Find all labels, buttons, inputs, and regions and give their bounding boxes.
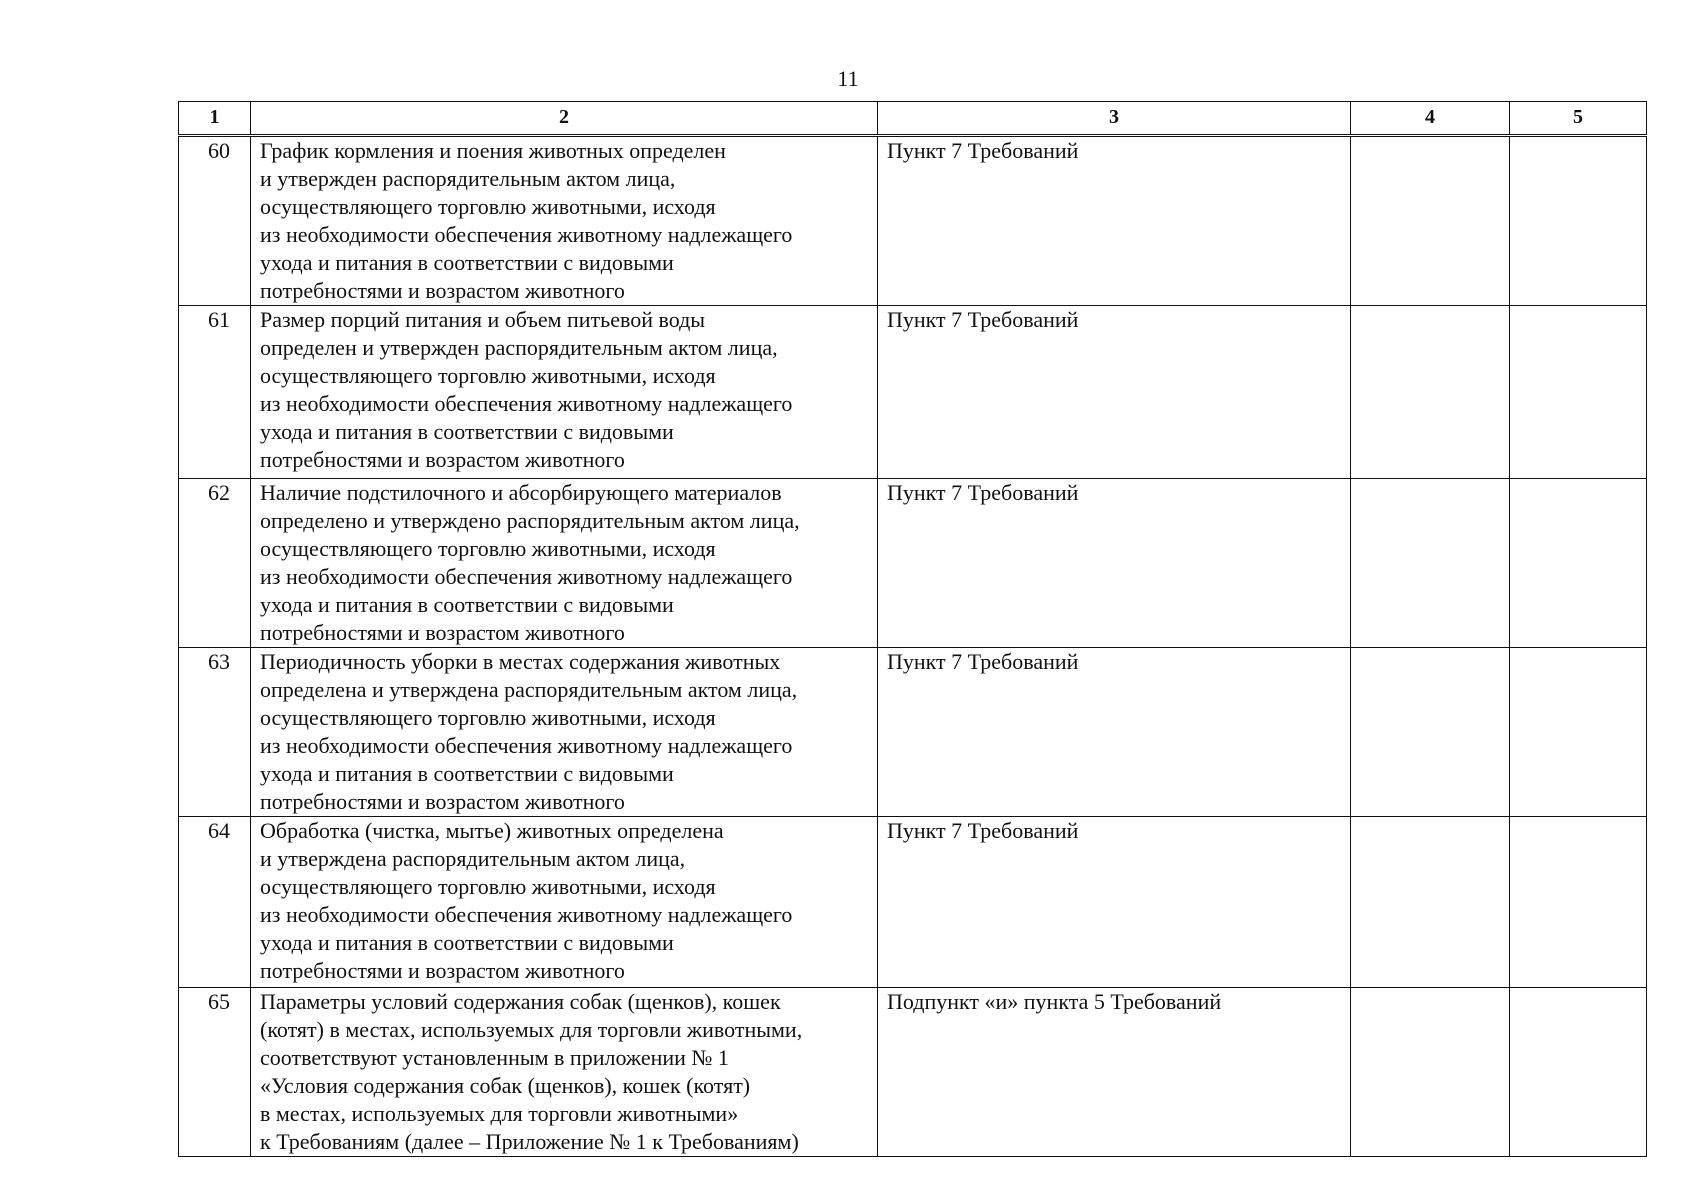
column-4-cell	[1351, 988, 1510, 1157]
column-4-cell	[1351, 306, 1510, 479]
requirement-description	[251, 136, 878, 306]
requirement-description	[251, 648, 878, 817]
description-line: «Условия содержания собак (щенков), кошек (котят)	[260, 1073, 751, 1098]
table-row	[179, 648, 1647, 817]
table-row	[179, 988, 1647, 1157]
column-5-cell	[1510, 136, 1647, 306]
row-number: 65	[179, 988, 251, 1157]
column-header-3: 3	[878, 102, 1351, 136]
description-line: и утвержден распорядительным актом лица,	[260, 166, 676, 191]
description-line: Параметры условий содержания собак (щенков), кошек	[260, 989, 781, 1014]
description-line: соответствуют установленным в приложении № 1	[260, 1045, 729, 1070]
description-line: определено и утверждено распорядительным актом лица,	[260, 508, 800, 533]
description-line: и утверждена распорядительным актом лица,	[260, 846, 686, 871]
description-line: (котят) в местах, используемых для торговли животными,	[260, 1017, 803, 1042]
table-row	[179, 817, 1647, 988]
description-line: ухода и питания в соответствии с видовыми	[260, 930, 674, 955]
requirement-reference: Подпункт «и» пункта 5 Требований	[878, 988, 1351, 1157]
requirement-reference: Пункт 7 Требований	[878, 648, 1351, 817]
column-5-cell	[1510, 648, 1647, 817]
description-line: осуществляющего торговлю животными, исходя	[260, 874, 716, 899]
description-line: из необходимости обеспечения животному надлежащего	[260, 222, 793, 247]
requirement-description	[251, 817, 878, 988]
description-line: ухода и питания в соответствии с видовыми	[260, 761, 674, 786]
column-5-cell	[1510, 306, 1647, 479]
description-line: потребностями и возрастом животного	[260, 620, 625, 645]
requirement-description	[251, 479, 878, 648]
description-line: График кормления и поения животных определен	[260, 138, 726, 163]
description-line: из необходимости обеспечения животному надлежащего	[260, 902, 793, 927]
description-line: ухода и питания в соответствии с видовыми	[260, 419, 674, 444]
description-line: из необходимости обеспечения животному надлежащего	[260, 391, 793, 416]
description-line: определен и утвержден распорядительным актом лица,	[260, 335, 778, 360]
column-header-4: 4	[1351, 102, 1510, 136]
description-line: Размер порций питания и объем питьевой воды	[260, 307, 706, 332]
requirement-reference: Пункт 7 Требований	[878, 136, 1351, 306]
table-row	[179, 306, 1647, 479]
row-number: 63	[179, 648, 251, 817]
description-line: определена и утверждена распорядительным актом лица,	[260, 677, 798, 702]
column-header-2: 2	[251, 102, 878, 136]
row-number: 62	[179, 479, 251, 648]
column-5-cell	[1510, 817, 1647, 988]
description-line: потребностями и возрастом животного	[260, 958, 625, 983]
table-row	[179, 136, 1647, 306]
description-line: Периодичность уборки в местах содержания животных	[260, 649, 781, 674]
table-row	[179, 479, 1647, 648]
description-line: осуществляющего торговлю животными, исходя	[260, 536, 716, 561]
description-line: осуществляющего торговлю животными, исходя	[260, 705, 716, 730]
page-number: 11	[837, 66, 859, 91]
row-number: 64	[179, 817, 251, 988]
description-line: ухода и питания в соответствии с видовыми	[260, 592, 674, 617]
description-line: осуществляющего торговлю животными, исходя	[260, 363, 716, 388]
column-4-cell	[1351, 648, 1510, 817]
row-number: 60	[179, 136, 251, 306]
row-number: 61	[179, 306, 251, 479]
column-4-cell	[1351, 479, 1510, 648]
description-line: потребностями и возрастом животного	[260, 447, 625, 472]
description-line: потребностями и возрастом животного	[260, 278, 625, 303]
column-5-cell	[1510, 988, 1647, 1157]
requirement-reference: Пункт 7 Требований	[878, 479, 1351, 648]
table-header-row	[179, 102, 1647, 136]
requirements-table	[178, 101, 1647, 1157]
description-line: Обработка (чистка, мытье) животных определена	[260, 818, 724, 843]
column-4-cell	[1351, 817, 1510, 988]
column-header-5: 5	[1510, 102, 1647, 136]
description-line: Наличие подстилочного и абсорбирующего материалов	[260, 480, 782, 505]
column-4-cell	[1351, 136, 1510, 306]
description-line: потребностями и возрастом животного	[260, 789, 625, 814]
requirement-reference: Пункт 7 Требований	[878, 817, 1351, 988]
column-header-1: 1	[179, 102, 251, 136]
requirement-reference: Пункт 7 Требований	[878, 306, 1351, 479]
requirement-description	[251, 306, 878, 479]
requirement-description	[251, 988, 878, 1157]
description-line: из необходимости обеспечения животному надлежащего	[260, 564, 793, 589]
description-line: ухода и питания в соответствии с видовыми	[260, 250, 674, 275]
description-line: из необходимости обеспечения животному надлежащего	[260, 733, 793, 758]
description-line: в местах, используемых для торговли животными»	[260, 1101, 739, 1126]
description-line: к Требованиям (далее – Приложение № 1 к Требованиям)	[260, 1129, 799, 1154]
column-5-cell	[1510, 479, 1647, 648]
description-line: осуществляющего торговлю животными, исходя	[260, 194, 716, 219]
